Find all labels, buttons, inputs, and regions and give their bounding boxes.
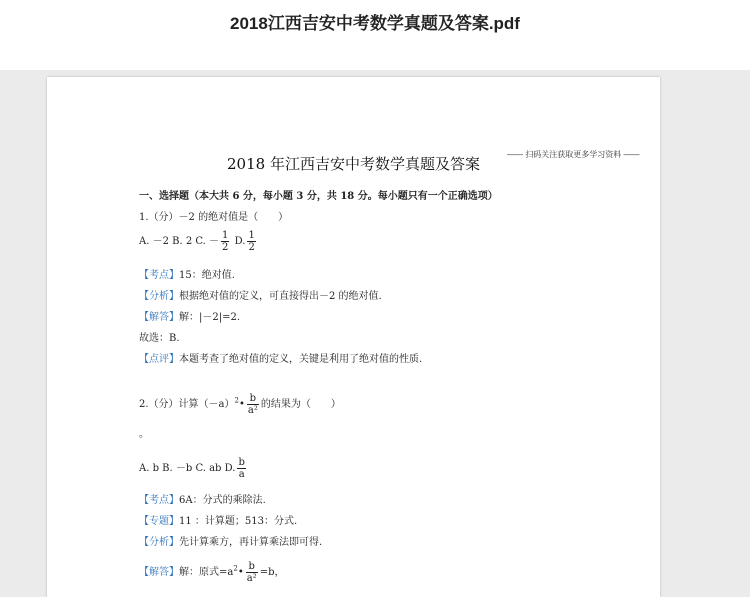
jieda-text-start: 解：原式=a <box>179 567 234 578</box>
viewer-header <box>0 0 750 70</box>
document-title: 2018 年江西吉安中考数学真题及答案 <box>227 155 480 173</box>
section-heading: 一、选择题（本大共 6 分，每小题 3 分，共 18 分。每小题只有一个正确选项） <box>139 191 498 202</box>
tag-label: 【考点】 <box>139 495 179 506</box>
q2-stem <box>139 393 341 416</box>
fenxi-text: 根据绝对值的定义，可直接得出－2 的绝对值. <box>179 291 382 302</box>
fraction-numerator: 1 <box>248 230 255 241</box>
fenxi-text: 先计算乘方，再计算乘法即可得. <box>179 537 323 548</box>
q1-kaodian <box>139 266 235 281</box>
q2-kaodian <box>139 491 266 506</box>
q2-options <box>139 457 248 480</box>
q2-options-text: A. b B. －b C. ab D. <box>139 463 236 474</box>
q2-jieda <box>139 561 284 584</box>
q2-stem-start: 2.（分）计算（－a） <box>139 399 235 410</box>
dot-operator: • <box>238 399 245 410</box>
fraction-denominator: a² <box>247 405 258 416</box>
tag-label: 【解答】 <box>139 567 179 578</box>
q2-jieda-fraction <box>246 561 258 584</box>
watermark-text: —— 扫码关注获取更多学习资料 —— <box>507 150 640 159</box>
q1-option-d-label: D. <box>234 236 246 247</box>
q1-dianping <box>139 350 422 365</box>
jieda-text: 解：|－2|=2. <box>179 312 241 323</box>
zhuanti-text: 11 ：计算题；513：分式. <box>179 516 298 527</box>
q2-stem-fraction <box>247 393 259 416</box>
q1-stem: 1.（分）－2 的绝对值是（ ） <box>139 212 289 223</box>
pdf-page <box>47 77 660 597</box>
fraction-numerator: b <box>238 457 245 468</box>
q2-stem-end: 的结果为（ ） <box>260 399 341 410</box>
q1-option-d-fraction <box>247 230 255 253</box>
fraction-denominator: 2 <box>248 242 255 253</box>
q1-options-ab: A. －2 B. 2 C. － <box>139 236 220 247</box>
tag-label: 【分析】 <box>139 537 179 548</box>
fraction-numerator: b <box>247 393 259 405</box>
kaodian-text: 6A：分式的乘除法. <box>179 495 266 506</box>
q2-fenxi <box>139 533 322 548</box>
tag-label: 【点评】 <box>139 354 179 365</box>
file-title: 2018江西吉安中考数学真题及答案.pdf <box>230 14 520 33</box>
jieda-text-end: =b， <box>259 567 285 578</box>
tag-label: 【解答】 <box>139 312 179 323</box>
q1-option-c-fraction <box>221 230 229 253</box>
q2-option-d-fraction <box>237 457 245 480</box>
q1-options <box>139 230 258 253</box>
superscript: 2 <box>234 396 239 405</box>
q1-fenxi <box>139 287 382 302</box>
q2-mark: 。 <box>139 429 149 440</box>
kaodian-text: 15：绝对值. <box>179 270 235 281</box>
fraction-denominator: 2 <box>222 242 229 253</box>
superscript: 2 <box>233 564 238 573</box>
q1-jieda <box>139 308 240 323</box>
tag-label: 【分析】 <box>139 291 179 302</box>
q1-guxuan: 故选：B. <box>139 333 180 344</box>
tag-label: 【考点】 <box>139 270 179 281</box>
q2-zhuanti <box>139 512 297 527</box>
fraction-numerator: b <box>246 561 258 573</box>
fraction-denominator: a² <box>246 573 257 584</box>
dianping-text: 本题考查了绝对值的定义，关键是利用了绝对值的性质. <box>179 354 423 365</box>
fraction-numerator: 1 <box>222 230 229 241</box>
dot-operator: • <box>237 567 244 578</box>
tag-label: 【专题】 <box>139 516 179 527</box>
fraction-denominator: a <box>238 469 245 480</box>
